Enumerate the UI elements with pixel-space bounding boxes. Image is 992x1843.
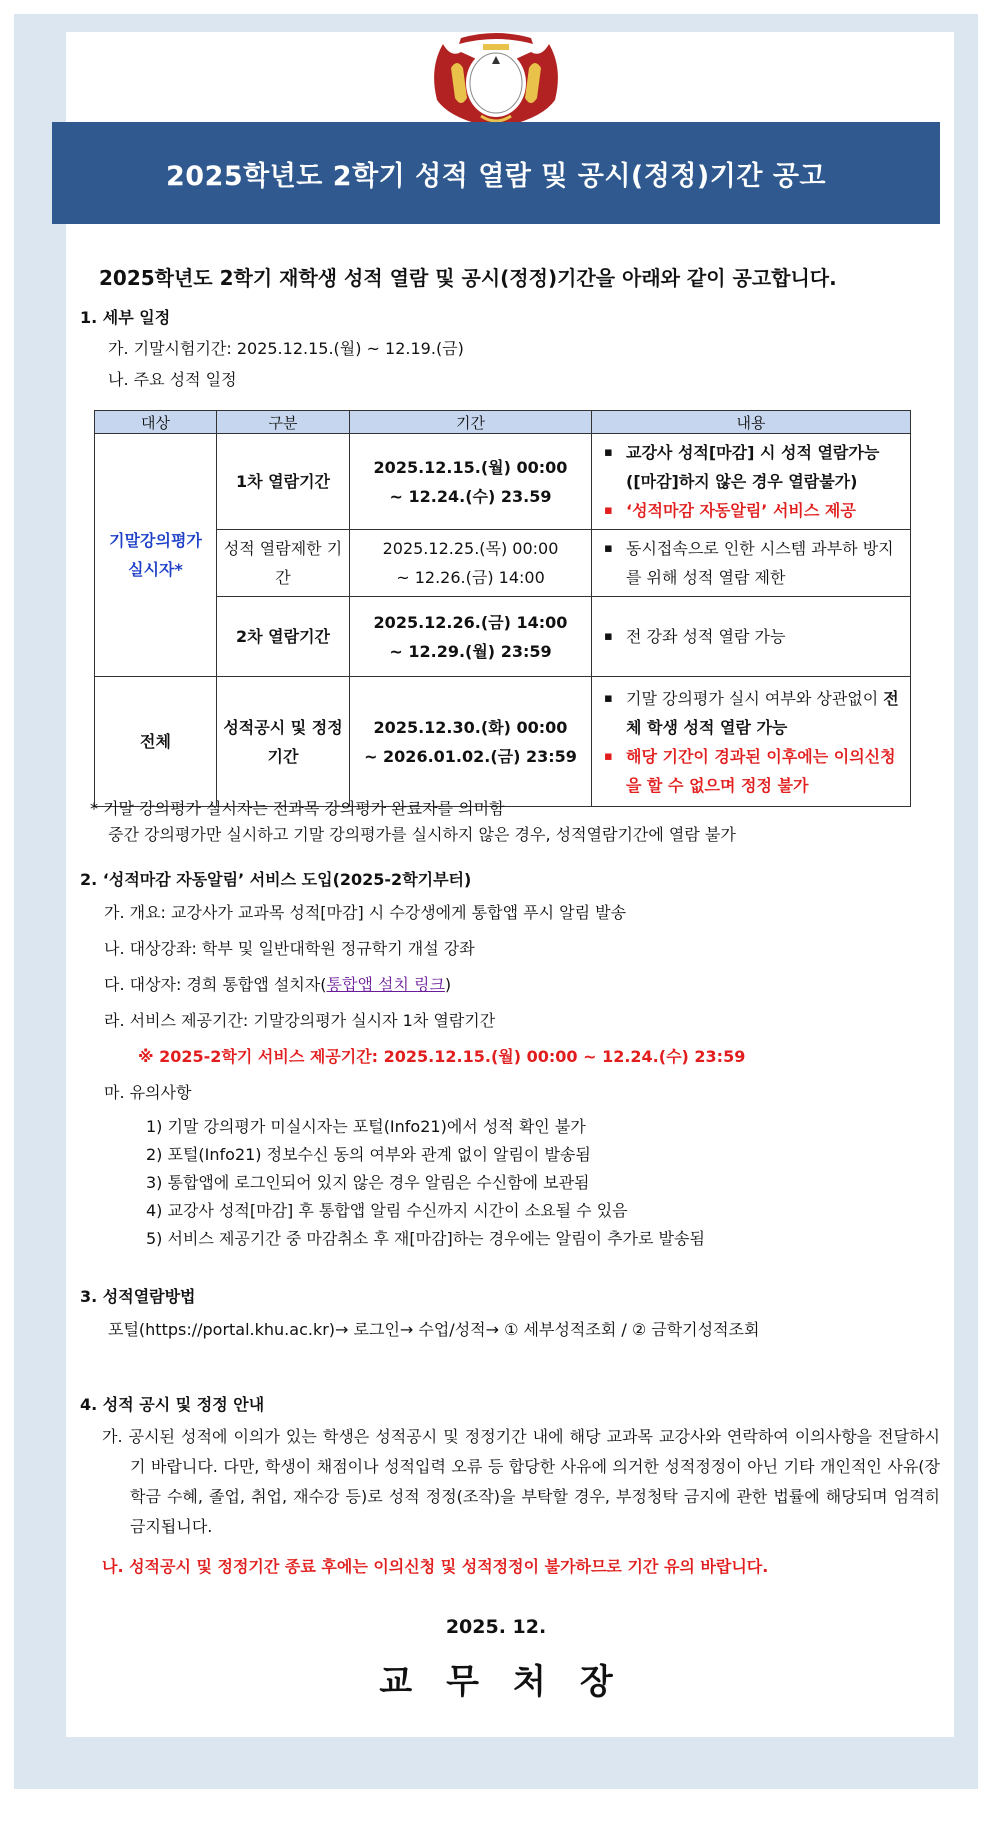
sec2-cautions-label: 마. 유의사항 bbox=[104, 1083, 192, 1102]
content-cell bbox=[592, 677, 911, 807]
col-header-target: 대상 bbox=[95, 411, 217, 434]
university-emblem-logo bbox=[421, 28, 571, 130]
issuing-office: 교무처장 bbox=[379, 1662, 647, 1702]
content-cell bbox=[592, 434, 911, 530]
sec2-service-period: 라. 서비스 제공기간: 기말강의평가 실시자 1차 열람기간 bbox=[104, 1011, 496, 1030]
list-item: ▪ 전 강좌 성적 열람 가능 bbox=[626, 622, 904, 651]
list-item: ▪ ‘성적마감 자동알림’ 서비스 제공 bbox=[626, 496, 904, 525]
col-header-division: 구분 bbox=[217, 411, 350, 434]
list-item: ▪ 교강사 성적[마감] 시 성적 열람가능 ([마감]하지 않은 경우 열람불가) bbox=[626, 438, 904, 496]
exam-period-line: 가. 기말시험기간: 2025.12.15.(월) ~ 12.19.(금) bbox=[108, 339, 464, 358]
sec2-overview: 가. 개요: 교강사가 교과목 성적[마감] 시 수강생에게 통합앱 푸시 알림 발송 bbox=[104, 903, 627, 922]
footnote-2: 중간 강의평가만 실시하고 기말 강의평가를 실시하지 않은 경우, 성적열람기간에 열람 불가 bbox=[108, 825, 736, 844]
period-cell: 2025.12.30.(화) 00:00 ~ 2026.01.02.(금) 23:59 bbox=[350, 677, 592, 807]
list-item: ▪ 기말 강의평가 실시 여부와 상관없이 전체 학생 성적 열람 가능 bbox=[626, 684, 904, 742]
lead-sentence: 2025학년도 2학기 재학생 성적 열람 및 공시(정정)기간을 아래와 같이 공고합니다. bbox=[99, 266, 837, 290]
grade-schedule-table bbox=[94, 410, 911, 807]
caution-item: 4) 교강사 성적[마감] 후 통합앱 알림 수신까지 시간이 소요될 수 있음 bbox=[146, 1201, 628, 1220]
sec4-warning: 나. 성적공시 및 정정기간 종료 후에는 이의신청 및 성적정정이 불가하므로 기간 유의 바랍니다. bbox=[102, 1557, 769, 1576]
grade-schedule-label: 나. 주요 성적 일정 bbox=[108, 370, 237, 389]
page-title: 2025학년도 2학기 성적 열람 및 공시(정정)기간 공고 bbox=[166, 160, 826, 192]
table-row bbox=[95, 677, 911, 807]
division-cell: 성적 열람제한 기간 bbox=[217, 530, 350, 597]
col-header-content: 내용 bbox=[592, 411, 911, 434]
app-install-link[interactable]: 통합앱 설치 링크 bbox=[326, 975, 445, 994]
list-item: ▪ 동시접속으로 인한 시스템 과부하 방지를 위해 성적 열람 제한 bbox=[626, 534, 904, 592]
list-item: ▪ 해당 기간이 경과된 이후에는 이의신청을 할 수 없으며 정정 불가 bbox=[626, 742, 904, 800]
period-cell: 2025.12.15.(월) 00:00 ~ 12.24.(수) 23.59 bbox=[350, 434, 592, 530]
content-cell bbox=[592, 597, 911, 677]
section-3-title: 3. 성적열람방법 bbox=[80, 1287, 196, 1306]
sec2-recipients: 다. 대상자: 경희 통합앱 설치자(통합앱 설치 링크) bbox=[104, 975, 452, 994]
footnote-1: * 기말 강의평가 실시자는 전과목 강의평가 완료자를 의미함 bbox=[90, 799, 505, 818]
notice-date: 2025. 12. bbox=[445, 1616, 547, 1638]
division-cell: 2차 열람기간 bbox=[217, 597, 350, 677]
content-cell bbox=[592, 530, 911, 597]
period-cell: 2025.12.26.(금) 14:00 ~ 12.29.(월) 23:59 bbox=[350, 597, 592, 677]
caution-item: 1) 기말 강의평가 미실시자는 포털(Info21)에서 성적 확인 불가 bbox=[146, 1117, 586, 1136]
col-header-period: 기간 bbox=[350, 411, 592, 434]
period-cell: 2025.12.25.(목) 00:00 ~ 12.26.(금) 14:00 bbox=[350, 530, 592, 597]
table-header-row bbox=[95, 411, 911, 434]
section-1-title: 1. 세부 일정 bbox=[80, 308, 171, 327]
title-banner bbox=[52, 122, 940, 224]
division-cell: 성적공시 및 정정기간 bbox=[217, 677, 350, 807]
target-all: 전체 bbox=[95, 677, 217, 807]
sec4-paragraph: 가. 공시된 성적에 이의가 있는 학생은 성적공시 및 정정기간 내에 해당 교과목 교강사와 연락하여 이의사항을 전달하시기 바랍니다. 다만, 학생이 채점이나 성적입력 오류 등 합당한 사유에 의거한 성적정정이 아닌 기타 개인적인 사유(장학금 수혜, 졸업, 취업, 재수강 등)로 성적 정정(조작)을 부탁할 경우, 부정청탁 금지에 관한 법률에 해당되며 엄격히 금지됩니다. bbox=[102, 1427, 940, 1536]
sec3-text: 포털(https://portal.khu.ac.kr)→ 로그인→ 수업/성적→ ① 세부성적조회 / ② 금학기성적조회 bbox=[108, 1320, 760, 1339]
table-row bbox=[95, 597, 911, 677]
caution-item: 2) 포털(Info21) 정보수신 동의 여부와 관계 없이 알림이 발송됨 bbox=[146, 1145, 591, 1164]
caution-item: 5) 서비스 제공기간 중 마감취소 후 재[마감]하는 경우에는 알림이 추가로 발송됨 bbox=[146, 1229, 705, 1248]
caution-item: 3) 통합앱에 로그인되어 있지 않은 경우 알림은 수신함에 보관됨 bbox=[146, 1173, 590, 1192]
division-cell: 1차 열람기간 bbox=[217, 434, 350, 530]
section-4-title: 4. 성적 공시 및 정정 안내 bbox=[80, 1395, 265, 1414]
target-evaluators: 기말강의평가 실시자* bbox=[95, 434, 217, 677]
table-row bbox=[95, 434, 911, 530]
sec2-courses: 나. 대상강좌: 학부 및 일반대학원 정규학기 개설 강좌 bbox=[104, 939, 475, 958]
table-row bbox=[95, 530, 911, 597]
sec2-service-notice: ※ 2025-2학기 서비스 제공기간: 2025.12.15.(월) 00:00 ~ 12.24.(수) 23:59 bbox=[138, 1047, 746, 1066]
section-2-title: 2. ‘성적마감 자동알림’ 서비스 도입(2025-2학기부터) bbox=[80, 870, 472, 889]
